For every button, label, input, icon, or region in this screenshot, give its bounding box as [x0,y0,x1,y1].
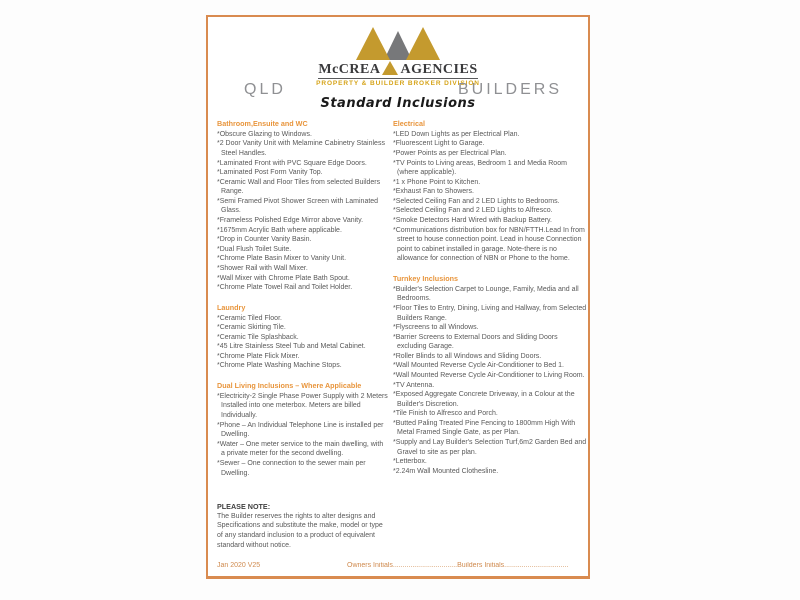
inclusion-item: *Obscure Glazing to Windows. [217,130,312,138]
inclusion-item: *Roller Blinds to all Windows and Sliding Doors. [393,352,542,360]
inclusion-item: *Wall Mounted Reverse Cycle Air-Conditioner to Living Room. [393,372,585,380]
inclusion-item: *Letterbox. [393,458,427,466]
inclusion-item: *Ceramic Wall and Floor Tiles from selected Builders Range. [217,178,381,196]
inclusion-item: *Laminated Front with PVC Square Edge Doors. [217,159,367,167]
inclusion-item: *Supply and Lay Builder's Selection Turf,6m2 Garden Bed and Gravel to site as per plan. [393,439,587,456]
inclusion-item: *2 Door Vanity Unit with Melamine Cabinetry Stainless Steel Handles. [217,140,385,158]
please-note-block [217,502,388,550]
section-heading: Laundry [217,302,246,312]
section-heading: Turnkey Inclusions [393,273,458,283]
inclusion-item: *Smoke Detectors Hard Wired with Backup Battery. [393,217,552,225]
gold-triangle-icon [382,61,398,75]
inclusion-item: *Flyscreens to all Windows. [393,324,479,332]
standard-inclusions-document [206,15,590,579]
inclusion-item: *Power Points as per Electrical Plan. [393,150,507,158]
inclusion-item: *Ceramic Tile Splashback. [217,333,299,341]
inclusion-item: *Wall Mixer with Chrome Plate Bath Spout. [217,274,350,282]
owners-initials-label: Owners Initials................................. [347,562,458,569]
inclusion-item: *Dual Flush Toilet Suite. [217,245,292,253]
inclusion-item: *Shower Rail with Wall Mixer. [217,264,308,272]
inclusion-item: *1 x Phone Point to Kitchen. [393,178,481,186]
inclusion-item: *Communications distribution box for NBN/FTTH.Lead In from street to house connection point. Lead in house Connection point to cabinet installed in garage. Note-there is no allowance for connection of NBN or Phone to the home. [393,226,585,263]
inclusion-item: *Tile Finish to Alfresco and Porch. [393,410,498,418]
inclusion-item: *1675mm Acrylic Bath where applicable. [217,226,342,234]
section-heading: Dual Living Inclusions – Where Applicable [217,381,362,391]
mccrea-agencies-logo [208,26,588,87]
region-label-qld: QLD [244,81,286,98]
brand-name-right: AGENCIES [400,62,478,77]
gold-peak-right-icon [406,27,440,60]
inclusion-item: *Electricity-2 Single Phase Power Supply with 2 Meters Installed into one meterbox. Meters are billed Individually. [217,392,388,420]
inclusion-item: *2.24m Wall Mounted Clothesline. [393,467,499,475]
inclusion-item: *Water – One meter service to the main dwelling, with a private meter for the second dwelling. [217,440,384,458]
inclusion-item: *Semi Framed Pivot Shower Screen with Laminated Glass. [217,197,379,215]
brand-wordmark [318,61,477,79]
initials-line [347,562,581,569]
inclusion-item: *Ceramic Tiled Floor. [217,314,282,322]
inclusion-item: *Frameless Polished Edge Mirror above Vanity. [217,217,364,225]
inclusion-item: *Floor Tiles to Entry, Dining, Living and Hallway, from Selected Builders Range. [393,304,587,322]
page-title: Standard Inclusions [320,96,476,111]
inclusion-item: *Barrier Screens to External Doors and Sliding Doors excluding Garage. [393,333,558,351]
inclusion-item: *Selected Ceiling Fan and 2 LED Lights to Bedrooms. [393,197,560,205]
inclusion-item: *Fluorescent Light to Garage. [393,140,485,148]
left-column [217,119,388,488]
inclusion-item: *Chrome Plate Towel Rail and Toilet Holder. [217,284,353,292]
inclusion-item: *Chrome Plate Flick Mixer. [217,352,300,360]
inclusion-item: *Chrome Plate Basin Mixer to Vanity Unit. [217,255,347,263]
inclusion-item: *Exhaust Fan to Showers. [393,188,474,196]
gold-peak-left-icon [356,27,390,60]
please-note-title: PLEASE NOTE: [217,502,271,511]
brand-name-left: McCREA [318,62,381,77]
inclusion-item: *TV Antenna. [393,381,435,389]
inclusion-item: *Sewer – One connection to the sewer main per Dwelling. [217,459,366,477]
inclusion-item: *Butted Paling Treated Pine Fencing to 1800mm High With Metal Framed Single Gate, as per Plan. [393,419,576,437]
section-heading: Bathroom,Ensuite and WC [217,119,308,128]
inclusion-item: *Wall Mounted Reverse Cycle Air-Conditioner to Bed 1. [393,362,564,370]
mountain-peaks-icon [348,26,448,60]
document-footer [217,562,581,569]
section-heading: Electrical [393,119,425,128]
region-label-builders: BUILDERS [457,81,562,98]
inclusion-item: *LED Down Lights as per Electrical Plan. [393,130,520,138]
inclusion-item: *Builder's Selection Carpet to Lounge, Family, Media and all Bedrooms. [393,285,579,303]
please-note-body: The Builder reserves the rights to alter designs and Specifications and substitute the make, model or type of any standard inclusion to a product of equivalent standard without notice. [217,512,383,549]
inclusion-item: *Selected Ceiling Fan and 2 LED Lights to Alfresco. [393,207,553,215]
brand-tagline: PROPERTY & BUILDER BROKER DIVISION [316,80,480,87]
inclusion-item: *Ceramic Skirting Tile. [217,324,286,332]
inclusion-item: *TV Points to Living areas, Bedroom 1 and Media Room (where applicable). [393,159,567,177]
inclusion-item: *Phone – An Individual Telephone Line is installed per Dwelling. [217,421,384,439]
inclusion-item: *Laminated Post Form Vanity Top. [217,169,323,177]
inclusion-item: *Drop in Counter Vanity Basin. [217,236,312,244]
version-label: Jan 2020 V25 [217,562,261,569]
inclusion-item: *Exposed Aggregate Concrete Driveway, in a Colour at the Builder's Discretion. [393,391,575,408]
inclusion-item: *45 Litre Stainless Steel Tub and Metal Cabinet. [217,343,366,351]
inclusion-item: *Chrome Plate Washing Machine Stops. [217,362,342,370]
builders-initials-label: Builders Initials................................. [457,562,569,569]
right-column [393,119,589,486]
